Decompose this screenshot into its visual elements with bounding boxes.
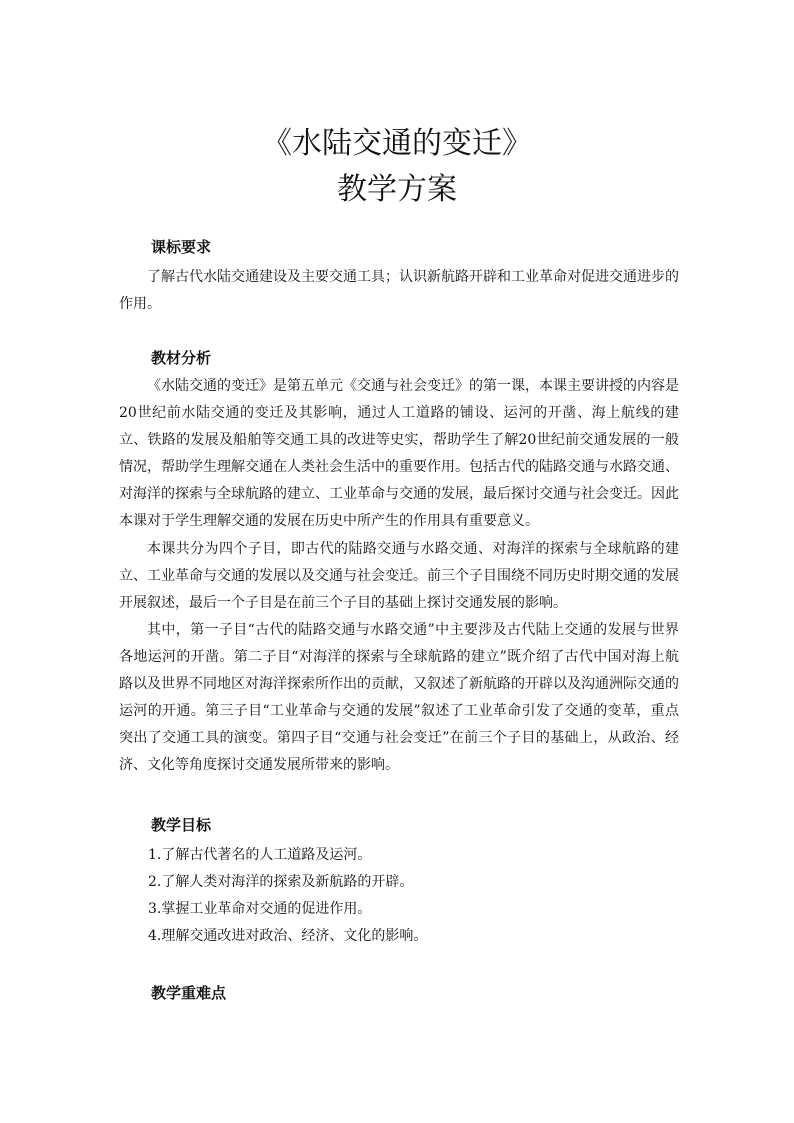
objective-item-1: 1.了解古代著名的人工道路及运河。 [148, 847, 372, 863]
analysis-paragraph-2: 本课共分为四个子目，即古代的陆路交通与水路交通、对海洋的探索与全球航路的建立、工业革命与交通的发展以及交通与社会变迁。前三个子目围绕不同历史时期交通的发展开展叙述，最后一个子目是在前三个子目的基础上探讨交通发展的影响。 [119, 541, 679, 611]
analysis-paragraph-3: 其中，第一子目“古代的陆路交通与水路交通”中主要涉及古代陆上交通的发展与世界各地运河的开凿。第二子目“对海洋的探索与全球航路的建立”既介绍了古代中国对海上航路以及世界不同地区对海洋探索所作出的贡献，又叙述了新航路的开辟以及沟通洲际交通的运河的开通。第三子目“工业革命与交通的发展”叙述了工业革命引发了交通的变革，重点突出了交通工具的演变。第四子目“交通与社会变迁”在前三个子目的基础上，从政治、经济、文化等角度探讨交通发展所带来的影响。 [119, 622, 679, 773]
objective-item-4: 4.理解交通改进对政治、经济、文化的影响。 [148, 928, 428, 944]
section-heading-analysis: 教材分析 [151, 349, 212, 367]
analysis-paragraph-1: 《水陆交通的变迁》是第五单元《交通与社会变迁》的第一课，本课主要讲授的内容是20世纪前水陆交通的变迁及其影响，通过人工道路的铺设、运河的开凿、海上航线的建立、铁路的发展及船舶等交通工具的改进等史实，帮助学生了解20世纪前交通发展的一般情况，帮助学生理解交通在人类社会生活中的重要作用。包括古代的陆路交通与水路交通、对海洋的探索与全球航路的建立、工业革命与交通的发展，最后探讨交通与社会变迁。因此本课对于学生理解交通的发展在历史中所产生的作用具有重要意义。 [119, 378, 679, 529]
document-title-line1: 《水陆交通的变迁》 [262, 126, 532, 161]
objective-item-2: 2.了解人类对海洋的探索及新航路的开辟。 [148, 874, 414, 890]
curriculum-paragraph: 了解古代水陆交通建设及主要交通工具；认识新航路开辟和工业革命对促进交通进步的作用。 [119, 269, 679, 312]
document-title-line2: 教学方案 [337, 172, 457, 207]
section-heading-curriculum: 课标要求 [151, 238, 212, 256]
objective-item-3: 3.掌握工业革命对交通的促进作用。 [148, 901, 372, 917]
section-heading-key-points: 教学重难点 [151, 984, 227, 1002]
section-heading-objectives: 教学目标 [151, 816, 212, 834]
